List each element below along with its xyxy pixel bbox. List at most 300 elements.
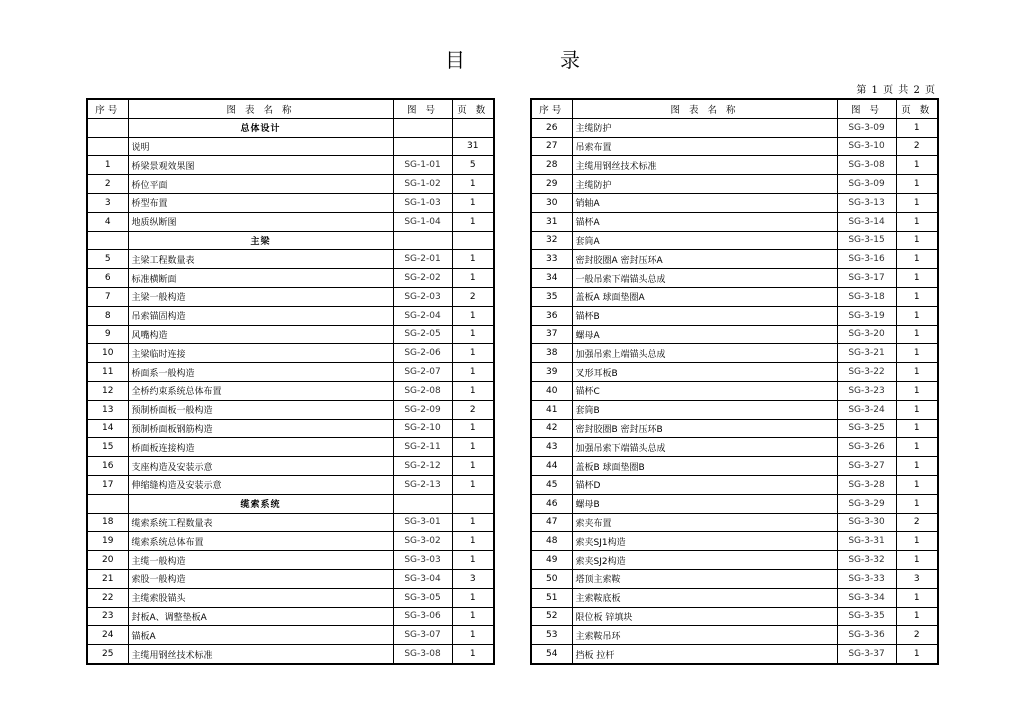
cell-name: 预制桥面板钢筋构造 [128, 419, 393, 438]
table-row [87, 212, 494, 231]
cell-name: 一般吊索下端锚头总成 [572, 269, 837, 288]
cell-num: 9 [87, 325, 128, 344]
cell-name: 锚板A [128, 626, 393, 645]
cell-name: 主缆用钢丝技术标准 [128, 645, 393, 664]
cell-code: SG-3-08 [837, 156, 896, 175]
cell-num: 36 [531, 306, 572, 325]
cell-num: 11 [87, 363, 128, 382]
section-row [87, 494, 494, 513]
table-row [87, 588, 494, 607]
page-indicator: 第 1 页 共 2 页 [856, 85, 936, 96]
cell-pages [452, 118, 494, 137]
table-row [531, 569, 938, 588]
section-row [87, 118, 494, 137]
cell-name: 螺母B [572, 494, 837, 513]
cell-num: 43 [531, 438, 572, 457]
title-char-1: 目 [445, 48, 465, 72]
table-row [87, 569, 494, 588]
cell-name: 吊索布置 [572, 137, 837, 156]
cell-name: 索夹SJ2构造 [572, 551, 837, 570]
cell-name: 密封胶圈A 密封压环A [572, 250, 837, 269]
cell-code: SG-3-18 [837, 287, 896, 306]
cell-num: 24 [87, 626, 128, 645]
cell-code: SG-2-10 [393, 419, 452, 438]
cell-num: 29 [531, 175, 572, 194]
cell-pages: 1 [896, 250, 938, 269]
cell-num: 8 [87, 306, 128, 325]
cell-code: SG-3-36 [837, 626, 896, 645]
cell-code: SG-3-37 [837, 645, 896, 664]
cell-name: 加强吊索上端锚头总成 [572, 344, 837, 363]
table-row [87, 419, 494, 438]
cell-pages: 1 [896, 645, 938, 664]
table-row [87, 344, 494, 363]
cell-num: 17 [87, 475, 128, 494]
header-pages: 页 数 [896, 99, 938, 118]
cell-code [393, 231, 452, 250]
cell-code: SG-3-21 [837, 344, 896, 363]
table-row [87, 475, 494, 494]
cell-name: 索夹布置 [572, 513, 837, 532]
table-row [87, 400, 494, 419]
cell-pages: 1 [896, 193, 938, 212]
header-pages: 页 数 [452, 99, 494, 118]
cell-num: 51 [531, 588, 572, 607]
cell-name: 锚杯C [572, 381, 837, 400]
cell-num: 30 [531, 193, 572, 212]
cell-name: 销轴A [572, 193, 837, 212]
cell-num: 52 [531, 607, 572, 626]
cell-num: 19 [87, 532, 128, 551]
cell-num: 50 [531, 569, 572, 588]
cell-code: SG-3-31 [837, 532, 896, 551]
cell-pages: 1 [896, 419, 938, 438]
cell-code: SG-3-17 [837, 269, 896, 288]
cell-num: 34 [531, 269, 572, 288]
table-header-row [87, 99, 494, 118]
cell-code: SG-3-33 [837, 569, 896, 588]
cell-name: 标准横断面 [128, 269, 393, 288]
cell-code: SG-2-08 [393, 381, 452, 400]
cell-pages: 3 [452, 569, 494, 588]
cell-num [87, 494, 128, 513]
cell-num: 40 [531, 381, 572, 400]
cell-name: 封板A、调整垫板A [128, 607, 393, 626]
table-row [531, 193, 938, 212]
cell-num: 33 [531, 250, 572, 269]
table-row [531, 457, 938, 476]
cell-pages: 1 [452, 193, 494, 212]
cell-pages: 1 [452, 212, 494, 231]
cell-code: SG-3-05 [393, 588, 452, 607]
cell-num: 54 [531, 645, 572, 664]
cell-pages: 2 [896, 137, 938, 156]
cell-name: 支座构造及安装示意 [128, 457, 393, 476]
cell-num: 12 [87, 381, 128, 400]
cell-pages: 1 [452, 419, 494, 438]
cell-num: 28 [531, 156, 572, 175]
cell-pages: 1 [896, 212, 938, 231]
table-row [531, 344, 938, 363]
cell-name: 螺母A [572, 325, 837, 344]
cell-pages: 1 [452, 513, 494, 532]
cell-pages: 1 [896, 287, 938, 306]
cell-num: 23 [87, 607, 128, 626]
header-code: 图 号 [837, 99, 896, 118]
cell-num: 5 [87, 250, 128, 269]
cell-name: 说明 [128, 137, 393, 156]
cell-name: 桥面板连接构造 [128, 438, 393, 457]
cell-pages: 1 [452, 532, 494, 551]
title-char-2: 录 [560, 48, 580, 72]
cell-name: 主缆防护 [572, 118, 837, 137]
cell-name: 主梁临时连接 [128, 344, 393, 363]
cell-code: SG-2-09 [393, 400, 452, 419]
cell-num: 18 [87, 513, 128, 532]
cell-pages: 1 [896, 269, 938, 288]
cell-pages: 1 [452, 607, 494, 626]
table-row [531, 532, 938, 551]
cell-name: 锚杯B [572, 306, 837, 325]
cell-name: 吊索锚固构造 [128, 306, 393, 325]
cell-name: 主梁工程数量表 [128, 250, 393, 269]
cell-name: 全桥约束系统总体布置 [128, 381, 393, 400]
cell-name: 索夹SJ1构造 [572, 532, 837, 551]
cell-pages: 1 [452, 306, 494, 325]
cell-num [87, 118, 128, 137]
cell-code: SG-3-32 [837, 551, 896, 570]
cell-pages: 1 [452, 363, 494, 382]
contents-table-left [86, 98, 495, 665]
cell-num: 16 [87, 457, 128, 476]
cell-code [393, 137, 452, 156]
header-name: 图 表 名 称 [572, 99, 837, 118]
table-row [87, 363, 494, 382]
cell-num: 6 [87, 269, 128, 288]
contents-table-right [530, 98, 939, 665]
cell-name: 锚杯A [572, 212, 837, 231]
cell-pages: 1 [896, 381, 938, 400]
table-row [87, 269, 494, 288]
table-row [531, 250, 938, 269]
cell-code: SG-3-13 [837, 193, 896, 212]
cell-pages: 1 [452, 645, 494, 664]
table-row [87, 438, 494, 457]
cell-code: SG-3-09 [837, 175, 896, 194]
cell-code: SG-3-15 [837, 231, 896, 250]
cell-pages: 1 [896, 118, 938, 137]
cell-name: 限位板 锌填块 [572, 607, 837, 626]
cell-code: SG-2-12 [393, 457, 452, 476]
cell-num: 22 [87, 588, 128, 607]
cell-num: 21 [87, 569, 128, 588]
cell-pages: 3 [896, 569, 938, 588]
cell-name: 主梁一般构造 [128, 287, 393, 306]
cell-code: SG-3-35 [837, 607, 896, 626]
table-row [531, 626, 938, 645]
cell-name: 总体设计 [128, 118, 393, 137]
cell-pages: 1 [452, 269, 494, 288]
table-row [531, 494, 938, 513]
cell-code: SG-3-07 [393, 626, 452, 645]
cell-num: 41 [531, 400, 572, 419]
header-code: 图 号 [393, 99, 452, 118]
table-row [531, 269, 938, 288]
table-row [87, 175, 494, 194]
cell-pages: 1 [896, 400, 938, 419]
table-row [87, 137, 494, 156]
cell-name: 密封胶圈B 密封压环B [572, 419, 837, 438]
cell-num: 35 [531, 287, 572, 306]
cell-code: SG-3-19 [837, 306, 896, 325]
cell-code: SG-3-23 [837, 381, 896, 400]
cell-code: SG-3-02 [393, 532, 452, 551]
cell-name: 缆索系统 [128, 494, 393, 513]
cell-pages: 1 [896, 475, 938, 494]
cell-code: SG-3-09 [837, 118, 896, 137]
cell-pages: 2 [452, 287, 494, 306]
cell-name: 套筒B [572, 400, 837, 419]
cell-num: 37 [531, 325, 572, 344]
cell-code: SG-3-16 [837, 250, 896, 269]
table-row [87, 381, 494, 400]
cell-pages: 1 [452, 475, 494, 494]
cell-num: 42 [531, 419, 572, 438]
header-num: 序号 [531, 99, 572, 118]
table-row [87, 457, 494, 476]
cell-code: SG-3-01 [393, 513, 452, 532]
table-row [87, 513, 494, 532]
cell-code: SG-3-30 [837, 513, 896, 532]
cell-code: SG-3-29 [837, 494, 896, 513]
cell-pages: 1 [896, 363, 938, 382]
cell-code: SG-1-03 [393, 193, 452, 212]
cell-num: 27 [531, 137, 572, 156]
cell-num: 31 [531, 212, 572, 231]
cell-pages [452, 494, 494, 513]
header-name: 图 表 名 称 [128, 99, 393, 118]
cell-code: SG-3-22 [837, 363, 896, 382]
cell-code: SG-2-13 [393, 475, 452, 494]
cell-num: 1 [87, 156, 128, 175]
cell-num: 4 [87, 212, 128, 231]
table-row [87, 626, 494, 645]
cell-name: 主缆一般构造 [128, 551, 393, 570]
cell-name: 叉形耳板B [572, 363, 837, 382]
cell-code: SG-2-11 [393, 438, 452, 457]
table-row [87, 532, 494, 551]
cell-pages: 2 [452, 400, 494, 419]
cell-pages: 1 [896, 231, 938, 250]
cell-code: SG-3-34 [837, 588, 896, 607]
cell-code: SG-3-28 [837, 475, 896, 494]
cell-name: 主索鞍底板 [572, 588, 837, 607]
cell-pages: 1 [452, 325, 494, 344]
cell-name: 锚杯D [572, 475, 837, 494]
cell-pages: 1 [896, 588, 938, 607]
cell-code: SG-1-02 [393, 175, 452, 194]
cell-pages: 1 [896, 551, 938, 570]
cell-name: 索股一般构造 [128, 569, 393, 588]
cell-num: 7 [87, 287, 128, 306]
cell-pages: 1 [452, 381, 494, 400]
cell-pages: 1 [452, 438, 494, 457]
cell-code: SG-3-03 [393, 551, 452, 570]
cell-pages: 1 [452, 344, 494, 363]
table-row [531, 325, 938, 344]
table-row [531, 551, 938, 570]
cell-code: SG-3-20 [837, 325, 896, 344]
cell-num [87, 137, 128, 156]
cell-name: 主缆索股锚头 [128, 588, 393, 607]
cell-num: 26 [531, 118, 572, 137]
table-row [531, 588, 938, 607]
table-row [531, 118, 938, 137]
cell-num: 39 [531, 363, 572, 382]
cell-pages: 1 [896, 175, 938, 194]
cell-pages: 1 [896, 325, 938, 344]
cell-pages: 1 [896, 607, 938, 626]
cell-pages [452, 231, 494, 250]
cell-num: 10 [87, 344, 128, 363]
table-row [531, 645, 938, 664]
cell-num: 25 [87, 645, 128, 664]
cell-code: SG-3-04 [393, 569, 452, 588]
table-row [531, 475, 938, 494]
cell-code [393, 494, 452, 513]
cell-num: 14 [87, 419, 128, 438]
table-row [87, 156, 494, 175]
table-row [531, 419, 938, 438]
cell-pages: 1 [896, 306, 938, 325]
table-row [87, 325, 494, 344]
cell-code: SG-3-27 [837, 457, 896, 476]
cell-pages: 2 [896, 626, 938, 645]
cell-name: 桥面系一般构造 [128, 363, 393, 382]
cell-num: 47 [531, 513, 572, 532]
cell-name: 塔顶主索鞍 [572, 569, 837, 588]
cell-name: 伸缩缝构造及安装示意 [128, 475, 393, 494]
cell-code: SG-1-04 [393, 212, 452, 231]
cell-name: 套筒A [572, 231, 837, 250]
cell-num: 3 [87, 193, 128, 212]
cell-pages: 1 [452, 551, 494, 570]
cell-code: SG-3-25 [837, 419, 896, 438]
cell-num: 48 [531, 532, 572, 551]
table-row [87, 306, 494, 325]
table-row [531, 175, 938, 194]
table-row [531, 400, 938, 419]
cell-pages: 1 [452, 457, 494, 476]
cell-num [87, 231, 128, 250]
cell-code: SG-1-01 [393, 156, 452, 175]
cell-num: 46 [531, 494, 572, 513]
cell-num: 49 [531, 551, 572, 570]
cell-code: SG-2-07 [393, 363, 452, 382]
cell-code: SG-3-10 [837, 137, 896, 156]
header-num: 序号 [87, 99, 128, 118]
table-row [531, 513, 938, 532]
table-row [87, 551, 494, 570]
cell-pages: 1 [452, 250, 494, 269]
cell-name: 缆索系统工程数量表 [128, 513, 393, 532]
cell-pages: 1 [896, 344, 938, 363]
table-row [87, 193, 494, 212]
cell-num: 20 [87, 551, 128, 570]
cell-pages: 1 [896, 156, 938, 175]
cell-pages: 5 [452, 156, 494, 175]
cell-code [393, 118, 452, 137]
table-row [87, 287, 494, 306]
cell-name: 盖板A 球面垫圈A [572, 287, 837, 306]
cell-num: 38 [531, 344, 572, 363]
cell-name: 主缆用钢丝技术标准 [572, 156, 837, 175]
table-row [531, 156, 938, 175]
cell-pages: 1 [896, 438, 938, 457]
cell-code: SG-3-26 [837, 438, 896, 457]
cell-num: 2 [87, 175, 128, 194]
cell-num: 32 [531, 231, 572, 250]
cell-code: SG-2-04 [393, 306, 452, 325]
cell-code: SG-2-05 [393, 325, 452, 344]
table-row [531, 363, 938, 382]
table-row [531, 137, 938, 156]
table-row [531, 306, 938, 325]
cell-name: 主梁 [128, 231, 393, 250]
cell-pages: 2 [896, 513, 938, 532]
table-row [87, 645, 494, 664]
cell-code: SG-3-24 [837, 400, 896, 419]
table-row [531, 381, 938, 400]
document-title [0, 44, 1024, 72]
table-row [531, 287, 938, 306]
table-row [531, 607, 938, 626]
cell-name: 地质纵断图 [128, 212, 393, 231]
cell-code: SG-2-03 [393, 287, 452, 306]
cell-num: 13 [87, 400, 128, 419]
cell-name: 桥位平面 [128, 175, 393, 194]
table-row [531, 212, 938, 231]
cell-num: 44 [531, 457, 572, 476]
cell-pages: 1 [452, 175, 494, 194]
table-row [87, 250, 494, 269]
cell-code: SG-3-08 [393, 645, 452, 664]
table-header-row [531, 99, 938, 118]
cell-pages: 1 [452, 626, 494, 645]
cell-code: SG-2-02 [393, 269, 452, 288]
cell-pages: 1 [896, 532, 938, 551]
cell-pages: 31 [452, 137, 494, 156]
cell-code: SG-3-06 [393, 607, 452, 626]
cell-name: 预制桥面板一般构造 [128, 400, 393, 419]
cell-num: 53 [531, 626, 572, 645]
cell-num: 45 [531, 475, 572, 494]
cell-name: 盖板B 球面垫圈B [572, 457, 837, 476]
cell-code: SG-2-06 [393, 344, 452, 363]
cell-pages: 1 [896, 494, 938, 513]
table-row [531, 231, 938, 250]
table-row [531, 438, 938, 457]
section-row [87, 231, 494, 250]
cell-name: 主索鞍吊环 [572, 626, 837, 645]
cell-name: 风嘴构造 [128, 325, 393, 344]
cell-name: 挡板 拉杆 [572, 645, 837, 664]
cell-code: SG-2-01 [393, 250, 452, 269]
cell-name: 缆索系统总体布置 [128, 532, 393, 551]
table-row [87, 607, 494, 626]
cell-code: SG-3-14 [837, 212, 896, 231]
cell-pages: 1 [452, 588, 494, 607]
